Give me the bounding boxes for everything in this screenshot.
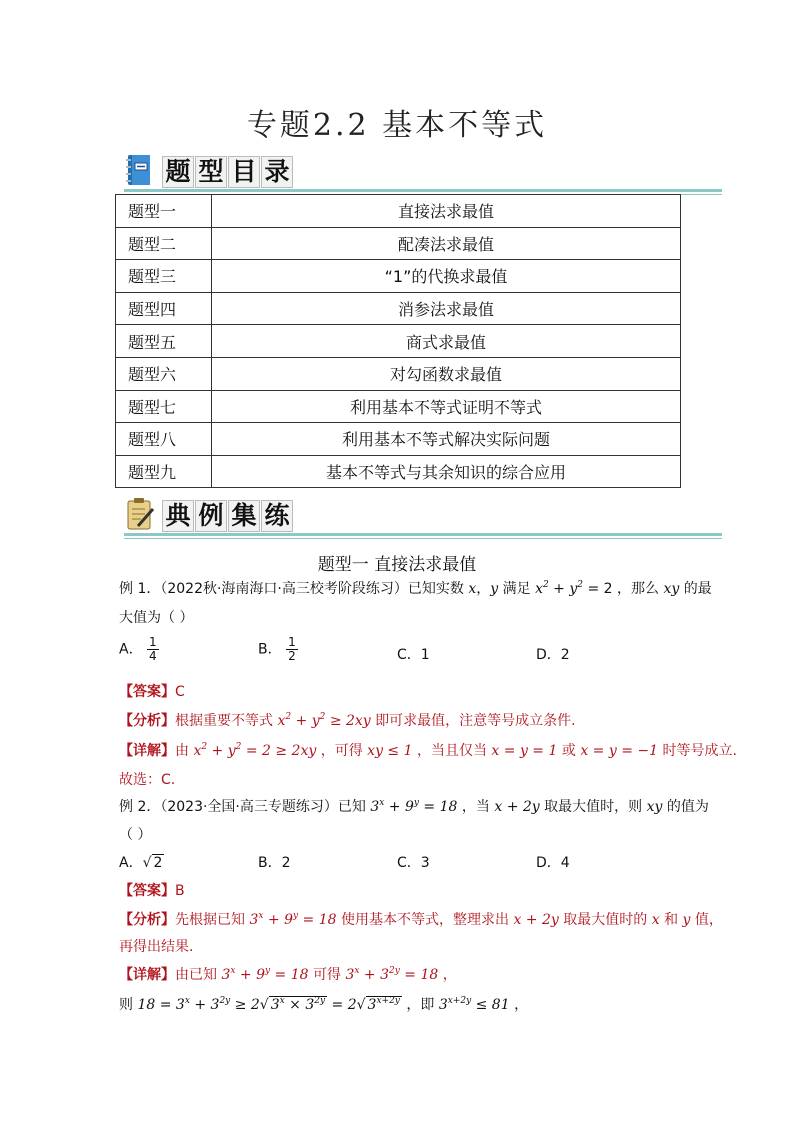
table-row [116,195,681,228]
math-expr: $x^2 + y^2$ [535,580,583,597]
option-b [258,636,298,663]
ex2-stem [119,796,709,816]
option-label: A． [119,855,143,871]
option-c: C．3 [397,855,430,871]
text: 值， [694,912,723,928]
text: 和 [664,912,679,928]
text: ，那么 [617,581,659,597]
toc-key: 题型一 [116,195,212,228]
option-d: D．4 [536,855,570,871]
type1-title: 题型一 直接法求最值 [317,555,477,575]
math-expr: $3^x + 9^y = 18$ [221,966,309,983]
text: 的值为 [666,799,709,815]
math-expr: y [490,581,499,597]
table-row [116,455,681,488]
text: 取最大值时，则 [544,799,643,815]
text: ，即 [406,997,435,1013]
option-d: D．2 [536,647,570,663]
toc-key: 题型四 [116,292,212,325]
text: 先根据已知 [175,912,245,928]
table-row [116,325,681,358]
section-heading-toc [118,150,722,194]
heading-char: 录 [261,156,293,188]
toc-key: 题型七 [116,390,212,423]
answer-value: C [175,684,185,700]
toc-value: 消参法求最值 [212,292,681,325]
table-row [116,357,681,390]
ex1-answer [119,681,185,701]
math-expr: x = y = 1 [491,743,558,759]
fraction [147,636,159,663]
text: 可得 [313,967,341,983]
text: 或 [561,743,576,759]
ex1-analysis [119,710,576,730]
toc-value: 基本不等式与其余知识的综合应用 [212,455,681,488]
option-c: C．1 [397,647,430,663]
text: 满足 [502,581,531,597]
table-row [116,423,681,456]
heading-char: 集 [228,500,260,532]
text: ， [442,967,457,983]
section-heading-examples [118,494,722,538]
heading-char: 练 [261,500,293,532]
math-expr: $3^x + 9^y = 18$ [249,911,337,928]
detail-tag: 【详解】 [119,967,175,983]
math-expr: xy [646,799,663,815]
math-expr: x [468,581,477,597]
text: 例 1．（2022秋·海南海口·高三校考阶段练习）已知实数 [119,581,464,597]
heading-rule [124,189,722,192]
text: ， [514,997,529,1013]
toc-value: 利用基本不等式证明不等式 [212,390,681,423]
ex1-conclusion: 故选：C. [119,772,176,788]
math-expr: $3^x + 9^y = 18$ [370,798,458,815]
text: 由已知 [175,967,217,983]
math-expr: x = y = −1 [580,743,659,759]
ex1-stem: 例 1．（2022秋·海南海口·高三校考阶段练习）已知实数 x，y 满足 $x^2 + y^2 = 2$ ，那么 xy 的最 [119,580,712,597]
table-row [116,292,681,325]
heading-char: 目 [228,156,260,188]
math-expr: y [682,912,691,928]
toc-key: 题型五 [116,325,212,358]
sqrt-expr: 2 [153,855,163,871]
fraction [286,636,298,663]
ex2-analysis [119,909,723,929]
toc-key: 题型六 [116,357,212,390]
math-expr: x + 2y [513,912,559,928]
option-a [119,636,159,663]
math-expr: x + 2y [494,799,540,815]
analysis-tag: 【分析】 [119,713,175,729]
ex2-stem-cont: （ ） [119,827,152,843]
table-row [116,390,681,423]
text: 取最大值时的 [563,912,648,928]
heading-char: 型 [195,156,227,188]
text: 例 2．（2023·全国·高三专题练习）已知 [119,799,366,815]
option-a: A．√ 2 [119,855,163,871]
answer-tag: 【答案】 [119,684,175,700]
answer-tag: 【答案】 [119,883,175,899]
math-expr: $3^{x+2y} \le 81$ [438,996,510,1013]
math-expr: $3^x + 3^{2y} = 18$ [345,966,439,983]
text: 则 [119,997,133,1013]
numerator: 1 [149,635,157,649]
option-label: A． [119,641,143,658]
option-b: B．2 [258,855,291,871]
toc-value: 对勾函数求最值 [212,357,681,390]
answer-value: B [175,883,185,899]
toc-value: “1”的代换求最值 [212,260,681,293]
detail-tag: 【详解】 [119,743,175,759]
ex1-stem-cont: 大值为（ ） [119,610,194,626]
table-row [116,260,681,293]
text: ，可得 [320,743,363,759]
math-expr: x [651,912,660,928]
math-expr: xy ≤ 1 [367,743,413,759]
toc-table [115,194,681,488]
ex2-detail [119,964,457,984]
math-expr: xy [663,581,680,597]
text: 即可求最值，注意等号成立条件. [375,713,576,729]
toc-key: 题型二 [116,227,212,260]
toc-value: 配凑法求最值 [212,227,681,260]
math-expr: $x^2 + y^2 = 2 \ge 2xy$ [193,742,317,759]
text: 的最 [683,581,712,597]
section-label-toc [162,156,294,188]
table-row [116,227,681,260]
option-label: B． [258,641,282,658]
text: 由 [175,743,189,759]
text: ，当且仅当 [416,743,487,759]
page-title: 专题2.2 基本不等式 [246,108,548,143]
heading-char: 题 [162,156,194,188]
toc-key: 题型三 [116,260,212,293]
heading-char: 例 [195,500,227,532]
text: 使用基本不等式，整理求出 [341,912,509,928]
section-label-examples [162,500,294,532]
toc-key: 题型九 [116,455,212,488]
denominator: 2 [288,649,296,663]
ex1-detail [119,740,737,760]
math-expr: $18 = 3^x + 3^{2y} \ge 2√$ $3^x \times 3^{2y} = 2√$ $3^{x+2y}$ [137,996,400,1013]
clipboard-pen-icon [126,498,154,530]
ex2-detail-line2 [119,994,528,1014]
heading-rule [124,533,722,536]
notebook-icon [126,154,154,186]
toc-value: 商式求最值 [212,325,681,358]
toc-value: 直接法求最值 [212,195,681,228]
text: 根据重要不等式 [175,713,273,729]
toc-value: 利用基本不等式解决实际问题 [212,423,681,456]
math-expr: $x^2 + y^2 \ge 2xy$ [277,712,371,729]
text: ，当 [461,799,490,815]
toc-key: 题型八 [116,423,212,456]
denominator: 4 [149,649,157,663]
ex2-answer [119,880,185,900]
text: 时等号成立. [662,743,737,759]
heading-char: 典 [162,500,194,532]
numerator: 1 [288,635,296,649]
analysis-tag: 【分析】 [119,912,175,928]
heading-rule [124,538,722,539]
ex2-analysis-cont: 再得出结果. [119,939,194,955]
